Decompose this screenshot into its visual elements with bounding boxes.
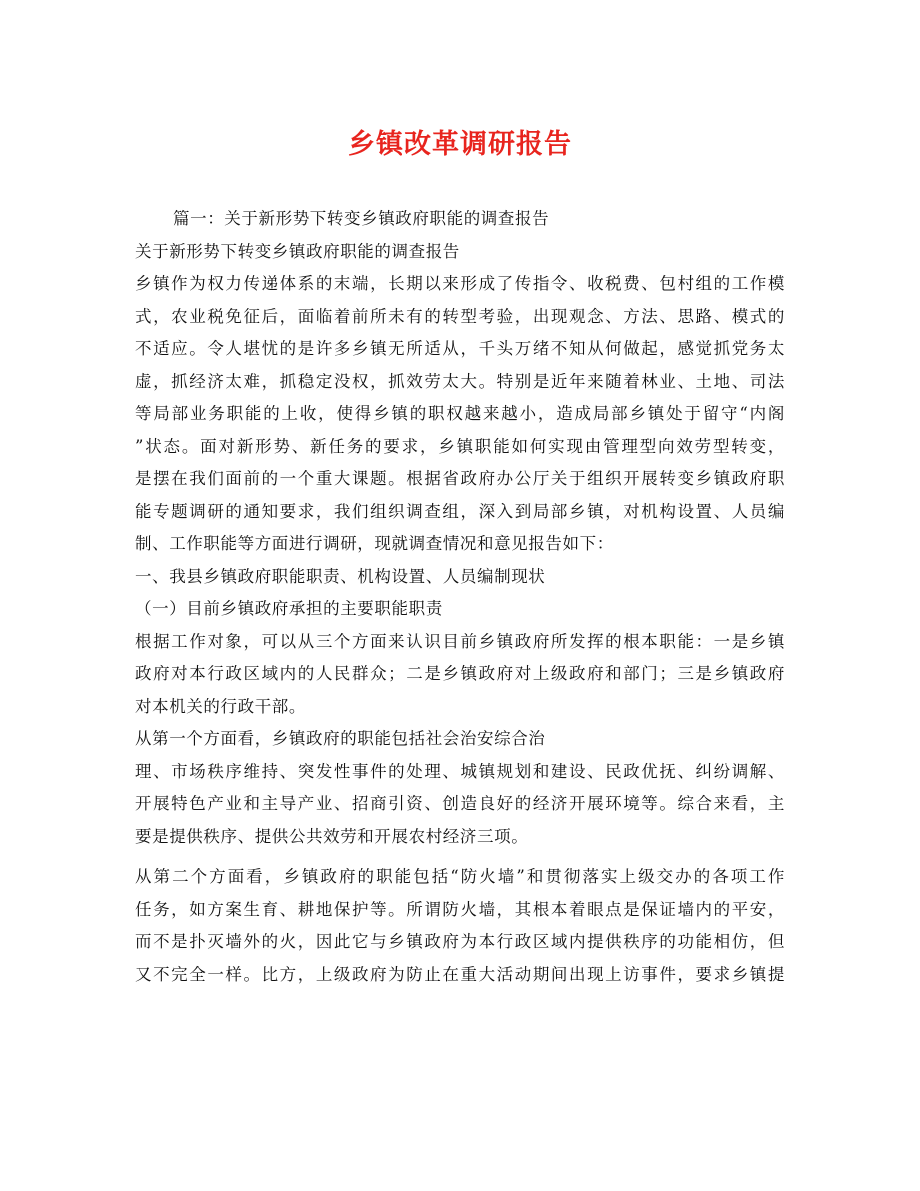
text-line: 关于新形势下转变乡镇政府职能的调查报告 [135, 241, 460, 261]
text-line: 根据工作对象，可以从三个方面来认识目前乡镇政府所发挥的根本职能：一是乡镇 [135, 631, 785, 651]
text-line: 制、工作职能等方面进行调研，现就调查情况和意见报告如下： [135, 534, 614, 553]
text-line: 又不完全一样。比方，上级政府为防止在重大活动期间出现上访事件，要求乡镇提 [135, 964, 785, 984]
text-line: 篇一：关于新形势下转变乡镇政府职能的调查报告 [173, 209, 550, 228]
text-line: 乡镇作为权力传递体系的末端，长期以来形成了传指令、收税费、包村组的工作模 [135, 274, 785, 293]
text-line: 式，农业税免征后，面临着前所未有的转型考验，出现观念、方法、思路、模式的 [135, 306, 785, 326]
text-line: 而不是扑灭墙外的火，因此它与乡镇政府为本行政区域内提供秩序的功能相仿，但 [135, 932, 785, 951]
text-line: 政府对本行政区域内的人民群众；二是乡镇政府对上级政府和部门；三是乡镇政府 [135, 664, 785, 683]
text-line: 从第一个方面看，乡镇政府的职能包括社会治安综合治 [135, 729, 546, 748]
document-title: 乡镇改革调研报告 [348, 129, 572, 160]
text-line: 不适应。令人堪忧的是许多乡镇无所适从，千头万绪不知从何做起，感觉抓党务太 [135, 339, 785, 358]
text-line: 要是提供秩序、提供公共效劳和开展农村经济三项。 [135, 826, 529, 846]
text-line: ”状态。面对新形势、新任务的要求，乡镇职能如何实现由管理型向效劳型转变， [135, 436, 785, 456]
document-body [135, 203, 785, 991]
text-line: 等局部业务职能的上收，使得乡镇的职权越来越小，造成局部乡镇处于留守“内阁 [135, 404, 785, 423]
text-line: 一、我县乡镇政府职能职责、机构设置、人员编制现状 [135, 566, 546, 586]
text-line: 对本机关的行政干部。 [135, 696, 306, 716]
text-line: 理、市场秩序维持、突发性事件的处理、城镇规划和建设、民政优抚、纠纷调解、 [135, 761, 785, 781]
text-line: 任务，如方案生育、耕地保护等。所谓防火墙，其根本着眼点是保证墙内的平安， [135, 899, 785, 919]
text-line: 开展特色产业和主导产业、招商引资、创造良好的经济开展环境等。综合来看，主 [135, 794, 785, 813]
paragraph-gap [135, 853, 785, 861]
text-line: 是摆在我们面前的一个重大课题。根据省政府办公厅关于组织开展转变乡镇政府职 [135, 469, 785, 488]
text-line: 能专题调研的通知要求，我们组织调查组，深入到局部乡镇，对机构设置、人员编 [135, 501, 785, 521]
text-line: 虚，抓经济太难，抓稳定没权，抓效劳太大。特别是近年来随着林业、土地、司法 [135, 371, 785, 391]
text-line: 从第二个方面看，乡镇政府的职能包括“防火墙”和贯彻落实上级交办的各项工作 [135, 867, 785, 886]
text-line: （一）目前乡镇政府承担的主要职能职责 [135, 599, 443, 618]
